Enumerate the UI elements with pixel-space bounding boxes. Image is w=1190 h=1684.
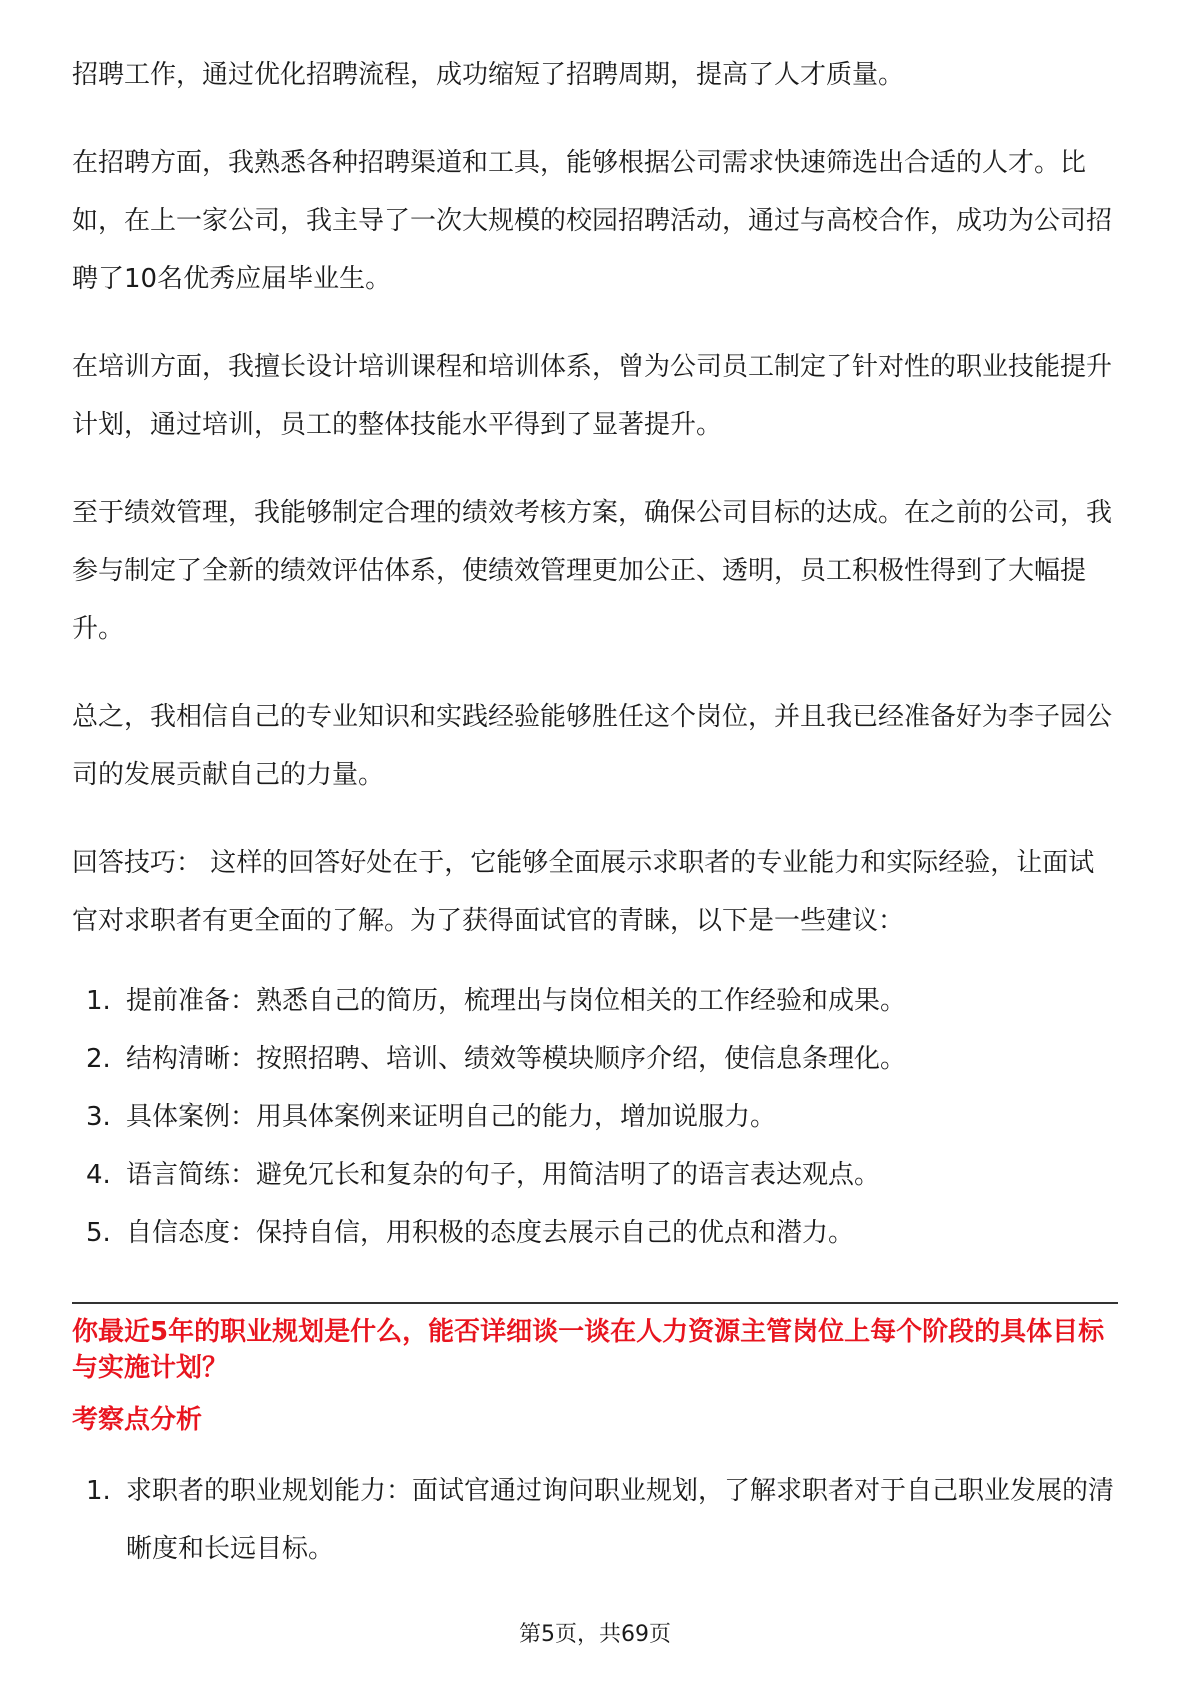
paragraph-recruit-intro: 招聘工作，通过优化招聘流程，成功缩短了招聘周期，提高了人才质量。 <box>72 60 905 90</box>
list-item <box>72 972 1118 1030</box>
list-item <box>72 1204 1118 1262</box>
list-item-text: 结构清晰：按照招聘、培训、绩效等模块顺序介绍，使信息条理化。 <box>126 1044 907 1074</box>
paragraph-performance: 至于绩效管理，我能够制定合理的绩效考核方案，确保公司目标的达成。在之前的公司，我参与制定了全新的绩效评估体系，使绩效管理更加公正、透明，员工积极性得到了大幅提升。 <box>72 498 1113 644</box>
list-number: 1. <box>86 986 111 1016</box>
paragraph-conclusion: 总之，我相信自己的专业知识和实践经验能够胜任这个岗位，并且我已经准备好为李子园公司的发展贡献自己的力量。 <box>72 702 1113 790</box>
list-item <box>72 1030 1118 1088</box>
page-content <box>72 46 1118 1578</box>
page-footer: 第5页，共69页 <box>519 1622 671 1647</box>
list-number: 2. <box>86 1044 111 1074</box>
list-number: 1. <box>86 1476 111 1506</box>
question-heading: 你最近5年的职业规划是什么，能否详细谈一谈在人力资源主管岗位上每个阶段的具体目标与实施计划？ <box>72 1317 1105 1383</box>
paragraph-training: 在培训方面，我擅长设计培训课程和培训体系，曾为公司员工制定了针对性的职业技能提升计划，通过培训，员工的整体技能水平得到了显著提升。 <box>72 352 1113 440</box>
paragraph-recruit: 在招聘方面，我熟悉各种招聘渠道和工具，能够根据公司需求快速筛选出合适的人才。比如，在上一家公司，我主导了一次大规模的校园招聘活动，通过与高校合作，成功为公司招聘了10名优秀应届毕业生。 <box>72 148 1113 294</box>
list-number: 4. <box>86 1160 111 1190</box>
paragraph-answer-tips: 回答技巧： 这样的回答好处在于，它能够全面展示求职者的专业能力和实际经验，让面试官对求职者有更全面的了解。为了获得面试官的青睐，以下是一些建议： <box>72 848 1095 936</box>
analysis-list <box>72 1462 1118 1578</box>
section-divider <box>72 1302 1118 1304</box>
list-item <box>72 1462 1118 1578</box>
tips-list <box>72 972 1118 1262</box>
list-item-text: 具体案例：用具体案例来证明自己的能力，增加说服力。 <box>126 1102 777 1132</box>
list-number: 5. <box>86 1218 111 1248</box>
list-item-text: 自信态度：保持自信，用积极的态度去展示自己的优点和潜力。 <box>126 1218 855 1248</box>
list-item <box>72 1088 1118 1146</box>
list-item <box>72 1146 1118 1204</box>
list-item-text: 求职者的职业规划能力：面试官通过询问职业规划，了解求职者对于自己职业发展的清晰度和长远目标。 <box>126 1476 1115 1564</box>
list-item-text: 语言简练：避免冗长和复杂的句子，用简洁明了的语言表达观点。 <box>126 1160 881 1190</box>
list-number: 3. <box>86 1102 111 1132</box>
list-item-text: 提前准备：熟悉自己的简历，梳理出与岗位相关的工作经验和成果。 <box>126 986 907 1016</box>
section-title: 考察点分析 <box>72 1405 203 1435</box>
